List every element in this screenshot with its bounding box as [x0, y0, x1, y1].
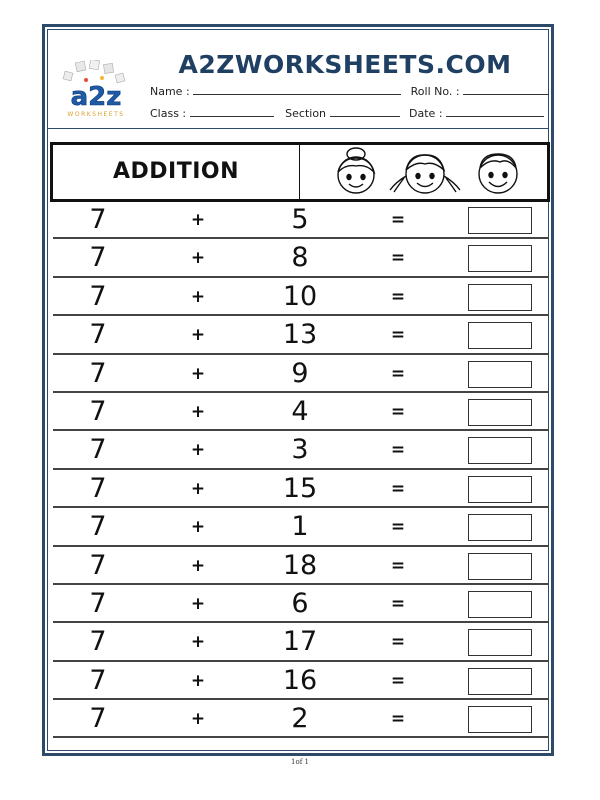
worksheet-title: ADDITION: [112, 159, 240, 184]
second-addend: 9: [291, 357, 309, 389]
first-addend: 7: [89, 434, 107, 466]
plus-sign: +: [190, 632, 206, 653]
problem-row: [53, 201, 549, 239]
name-label: Name :: [150, 85, 190, 98]
svg-text:a2z: a2z: [70, 82, 122, 112]
second-addend: 18: [282, 549, 318, 581]
first-addend: 7: [89, 664, 107, 696]
problem-row: [53, 700, 549, 738]
problem-row: [53, 623, 549, 661]
plus-sign: +: [190, 401, 206, 422]
equals-sign: =: [390, 325, 406, 346]
plus-sign: +: [190, 363, 206, 384]
problem-row: [53, 278, 549, 316]
kids-faces-illustration: [320, 146, 550, 198]
second-addend: 3: [291, 434, 309, 466]
answer-box[interactable]: [468, 322, 532, 349]
second-addend: 16: [282, 664, 318, 696]
answer-box[interactable]: [468, 361, 532, 388]
answer-box[interactable]: [468, 476, 532, 503]
answer-box[interactable]: [468, 245, 532, 272]
equals-sign: =: [390, 517, 406, 538]
plus-sign: +: [190, 248, 206, 269]
header-divider: [47, 128, 549, 129]
answer-box[interactable]: [468, 629, 532, 656]
first-addend: 7: [89, 280, 107, 312]
girl-face-bun-icon: [338, 148, 374, 193]
equals-sign: =: [390, 363, 406, 384]
plus-sign: +: [190, 709, 206, 730]
plus-sign: +: [190, 325, 206, 346]
second-addend: 6: [291, 587, 309, 619]
equals-sign: =: [390, 478, 406, 499]
roll-field[interactable]: [463, 84, 549, 95]
plus-sign: +: [190, 555, 206, 576]
first-addend: 7: [89, 395, 107, 427]
second-addend: 8: [291, 242, 309, 274]
problem-row: [53, 239, 549, 277]
equals-sign: =: [390, 401, 406, 422]
first-addend: 7: [89, 319, 107, 351]
answer-box[interactable]: [468, 514, 532, 541]
plus-sign: +: [190, 670, 206, 691]
answer-box[interactable]: [468, 591, 532, 618]
first-addend: 7: [89, 472, 107, 504]
class-field[interactable]: [190, 106, 274, 117]
problem-row: [53, 662, 549, 700]
title-divider: [299, 145, 300, 199]
answer-box[interactable]: [468, 207, 532, 234]
second-addend: 4: [291, 395, 309, 427]
problem-row: [53, 393, 549, 431]
girl-face-pigtails-icon: [390, 155, 460, 193]
equals-sign: =: [390, 593, 406, 614]
plus-sign: +: [190, 286, 206, 307]
page-number: 1of 1: [291, 758, 309, 766]
class-section-date-row: [150, 106, 544, 120]
second-addend: 5: [291, 204, 309, 235]
second-addend: 2: [291, 703, 309, 735]
answer-box[interactable]: [468, 706, 532, 733]
equals-sign: =: [390, 286, 406, 307]
answer-box[interactable]: [468, 437, 532, 464]
a2z-logo: [56, 60, 136, 122]
second-addend: 15: [282, 472, 318, 504]
section-label: Section: [285, 107, 327, 120]
equals-sign: =: [390, 248, 406, 269]
answer-box[interactable]: [468, 553, 532, 580]
second-addend: 1: [291, 511, 309, 543]
plus-sign: +: [190, 478, 206, 499]
first-addend: 7: [89, 357, 107, 389]
plus-sign: +: [190, 210, 206, 230]
section-field[interactable]: [330, 106, 400, 117]
equals-sign: =: [390, 670, 406, 691]
second-addend: 10: [282, 280, 318, 312]
first-addend: 7: [89, 511, 107, 543]
boy-face-icon: [479, 154, 517, 193]
name-field[interactable]: [193, 84, 401, 95]
first-addend: 7: [89, 626, 107, 658]
answer-box[interactable]: [468, 284, 532, 311]
problem-row: [53, 470, 549, 508]
problem-row: [53, 355, 549, 393]
problem-row: [53, 547, 549, 585]
answer-box[interactable]: [468, 668, 532, 695]
equals-sign: =: [390, 709, 406, 730]
class-label: Class :: [150, 107, 187, 120]
plus-sign: +: [190, 517, 206, 538]
problem-row: [53, 316, 549, 354]
name-roll-row: [150, 84, 549, 98]
equals-sign: =: [390, 440, 406, 461]
problem-list: [53, 201, 549, 738]
date-field[interactable]: [446, 106, 544, 117]
problem-row: [53, 585, 549, 623]
roll-label: Roll No. :: [410, 85, 460, 98]
equals-sign: =: [390, 210, 406, 230]
first-addend: 7: [89, 703, 107, 735]
site-title: A2ZWORKSHEETS.COM: [178, 50, 512, 79]
first-addend: 7: [89, 204, 107, 235]
plus-sign: +: [190, 440, 206, 461]
equals-sign: =: [390, 632, 406, 653]
problem-row: [53, 431, 549, 469]
equals-sign: =: [390, 555, 406, 576]
second-addend: 17: [282, 626, 318, 658]
first-addend: 7: [89, 242, 107, 274]
first-addend: 7: [89, 549, 107, 581]
second-addend: 13: [282, 319, 318, 351]
first-addend: 7: [89, 587, 107, 619]
date-label: Date :: [409, 107, 443, 120]
plus-sign: +: [190, 593, 206, 614]
svg-text:WORKSHEETS: WORKSHEETS: [67, 111, 125, 118]
problem-row: [53, 508, 549, 546]
answer-box[interactable]: [468, 399, 532, 426]
